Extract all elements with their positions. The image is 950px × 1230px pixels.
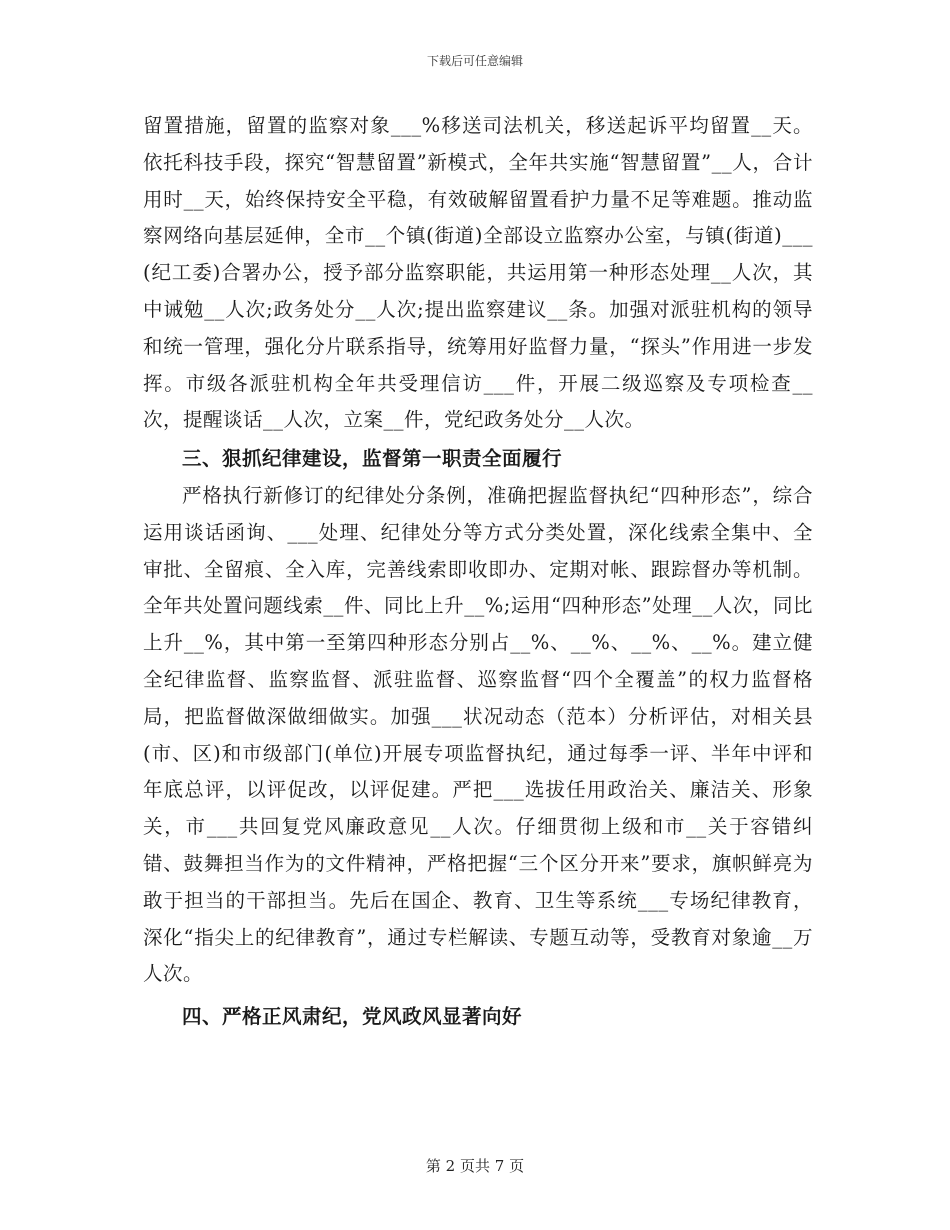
page-header: 下载后可任意编辑 — [426, 54, 523, 68]
section-heading-3: 三、狠抓纪律建设，监督第一职责全面履行 — [182, 447, 563, 471]
page-footer: 第 2 页共 7 页 — [425, 1157, 525, 1175]
document-body — [143, 108, 813, 1036]
body-paragraph-continued: 留置措施，留置的监察对象___%移送司法机关，移送起诉平均留置__天。依托科技手段，探究“智慧留置”新模式，全年共实施“智慧留置”__人，合计用时__天，始终保持安全平稳，有效破解留置看护力量不足等难题。推动监察网络向基层延伸，全市__个镇(街道)全部设立监察办公室，与镇(街道)___(纪工委)合署办公，授予部分监察职能，共运用第一种形态处理__人次，其中诫勉__人次;政务处分__人次;提出监察建议__条。加强对派驻机构的领导和统一管理，强化分片联系指导，统筹用好监督力量，“探头”作用进一步发挥。市级各派驻机构全年共受理信访___件，开展二级巡察及专项检查__次，提醒谈话__人次，立案__件，党纪政务处分__人次。 — [143, 114, 813, 432]
section-heading-4: 四、严格正风肃纪，党风政风显著向好 — [182, 1005, 523, 1029]
body-paragraph-section-3: 严格执行新修订的纪律处分条例，准确把握监督执纪“四种形态”，综合运用谈话函询、___处理、纪律处分等方式分类处置，深化线索全集中、全审批、全留痕、全入库，完善线索即收即办、定期对帐、跟踪督办等机制。全年共处置问题线索__件、同比上升__%;运用“四种形态”处理__人次，同比上升__%，其中第一至第四种形态分别占__%、__%、__%、__%。建立健全纪律监督、监察监督、派驻监督、巡察监督“四个全覆盖”的权力监督格局，把监督做深做细做实。加强___状况动态（范本）分析评估，对相关县(市、区)和市级部门(单位)开展专项监督执纪，通过每季一评、半年中评和年底总评，以评促改，以评促建。严把___选拔任用政治关、廉洁关、形象关，市___共回复党风廉政意见__人次。仔细贯彻上级和市__关于容错纠错、鼓舞担当作为的文件精神，严格把握“三个区分开来”要求，旗帜鲜亮为敢于担当的干部担当。先后在国企、教育、卫生等系统___专场纪律教育，深化“指尖上的纪律教育”，通过专栏解读、专题互动等，受教育对象逾__万人次。 — [143, 483, 813, 986]
